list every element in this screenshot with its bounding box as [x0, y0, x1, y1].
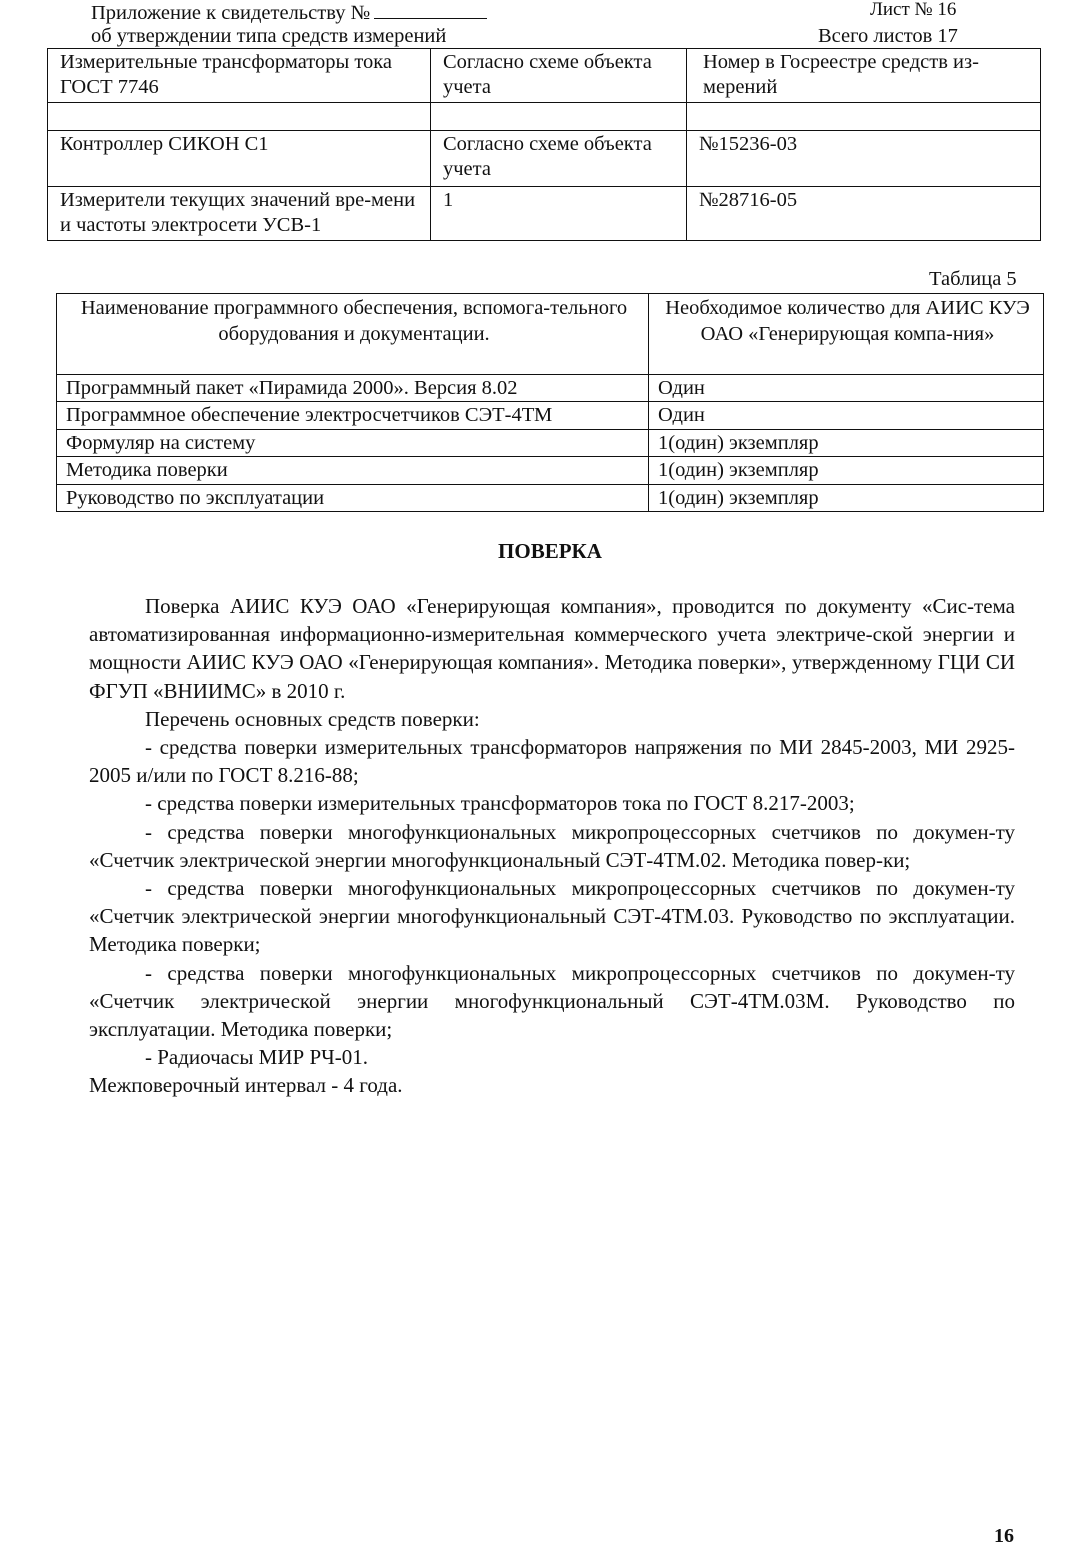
table-caption: Таблица 5 [929, 268, 1017, 290]
table-cell: Номер в Госреестре средств из-мерений [687, 49, 1041, 103]
table-cell: 1(один) экземпляр [649, 430, 1044, 457]
table-cell: 1 [431, 187, 687, 241]
header-sheet-number: Лист № 16 [870, 0, 957, 20]
list-item: - средства поверки измерительных трансформаторов тока по ГОСТ 8.217-2003; [145, 791, 855, 816]
paragraph: Межповерочный интервал - 4 года. [89, 1073, 403, 1098]
paragraph: Перечень основных средств поверки: [145, 706, 480, 731]
table-row [57, 375, 1044, 402]
table-cell [48, 103, 431, 131]
software-documentation-table [56, 293, 1044, 512]
table-cell: Один [649, 375, 1044, 402]
table-cell: 1(один) экземпляр [649, 485, 1044, 512]
table-cell: №28716-05 [687, 187, 1041, 241]
section-body [89, 592, 1015, 1100]
list-item: - Радиочасы МИР РЧ-01. [145, 1045, 369, 1070]
table-row [57, 430, 1044, 457]
section-title: ПОВЕРКА [498, 539, 602, 563]
table-header-row [57, 294, 1044, 375]
column-header-name: Наименование программного обеспечения, вспомога-тельного оборудования и документации. [57, 294, 649, 375]
table-cell: Согласно схеме объекта учета [431, 131, 687, 187]
table-row [48, 103, 1041, 131]
table-cell [431, 103, 687, 131]
table-cell: Программный пакет «Пирамида 2000». Версия 8.02 [57, 375, 649, 402]
list-item: - средства поверки многофункциональных микропроцессорных счетчиков по докумен-ту «Счетчик электрической энергии многофункциональный СЭТ-4ТМ.03. Руководство по эксплуатации. Методика поверки; [89, 876, 1015, 957]
table-cell: Согласно схеме объекта учета [431, 49, 687, 103]
page-number: 16 [994, 1525, 1014, 1547]
table-row [48, 49, 1041, 103]
table-cell: Программное обеспечение электросчетчиков СЭТ-4ТМ [57, 402, 649, 430]
table-cell: Руководство по эксплуатации [57, 485, 649, 512]
paragraph: Поверка АИИС КУЭ ОАО «Генерирующая компания», проводится по документу «Сис-тема автоматизированная информационно-измерительная коммерческого учета электриче-ской энергии и мощности АИИС КУЭ ОАО «Генерирующая компания». Методика поверки», утвержденному ГЦИ СИ ФГУП «ВНИИМС» в 2010 г. [89, 594, 1015, 703]
table-row [48, 187, 1041, 241]
table-row [48, 131, 1041, 187]
table-cell: Измерительные трансформаторы тока ГОСТ 7746 [48, 49, 431, 103]
table-row [57, 485, 1044, 512]
table-cell: №15236-03 [687, 131, 1041, 187]
header-certificate-label: Приложение к свидетельству № [91, 2, 371, 24]
table-cell: Формуляр на систему [57, 430, 649, 457]
table-cell: Один [649, 402, 1044, 430]
equipment-table [47, 48, 1041, 241]
table-cell [687, 103, 1041, 131]
certificate-number-blank [374, 0, 487, 19]
list-item: - средства поверки многофункциональных микропроцессорных счетчиков по докумен-ту «Счетчик электрической энергии многофункциональный СЭТ-4ТМ.03М. Руководство по эксплуатации. Методика поверки; [89, 960, 1015, 1042]
table-cell: Контроллер СИКОН С1 [48, 131, 431, 187]
header-approval-line: об утверждении типа средств измерений [91, 25, 447, 47]
table-cell: 1(один) экземпляр [649, 457, 1044, 485]
header-certificate-line [91, 0, 487, 25]
header-total-sheets: Всего листов 17 [818, 25, 958, 47]
table-row [57, 457, 1044, 485]
table-row [57, 402, 1044, 430]
column-header-quantity: Необходимое количество для АИИС КУЭ ОАО «Генерирующая компа-ния» [649, 294, 1044, 375]
list-item: - средства поверки измерительных трансформаторов напряжения по МИ 2845-2003, МИ 2925-2005 и/или по ГОСТ 8.216-88; [89, 735, 1015, 788]
table-cell: Методика поверки [57, 457, 649, 485]
list-item: - средства поверки многофункциональных микропроцессорных счетчиков по докумен-ту «Счетчик электрической энергии многофункциональный СЭТ-4ТМ.02. Методика повер-ки; [89, 819, 1015, 872]
table-cell: Измерители текущих значений вре-мени и частоты электросети УСВ-1 [48, 187, 431, 241]
